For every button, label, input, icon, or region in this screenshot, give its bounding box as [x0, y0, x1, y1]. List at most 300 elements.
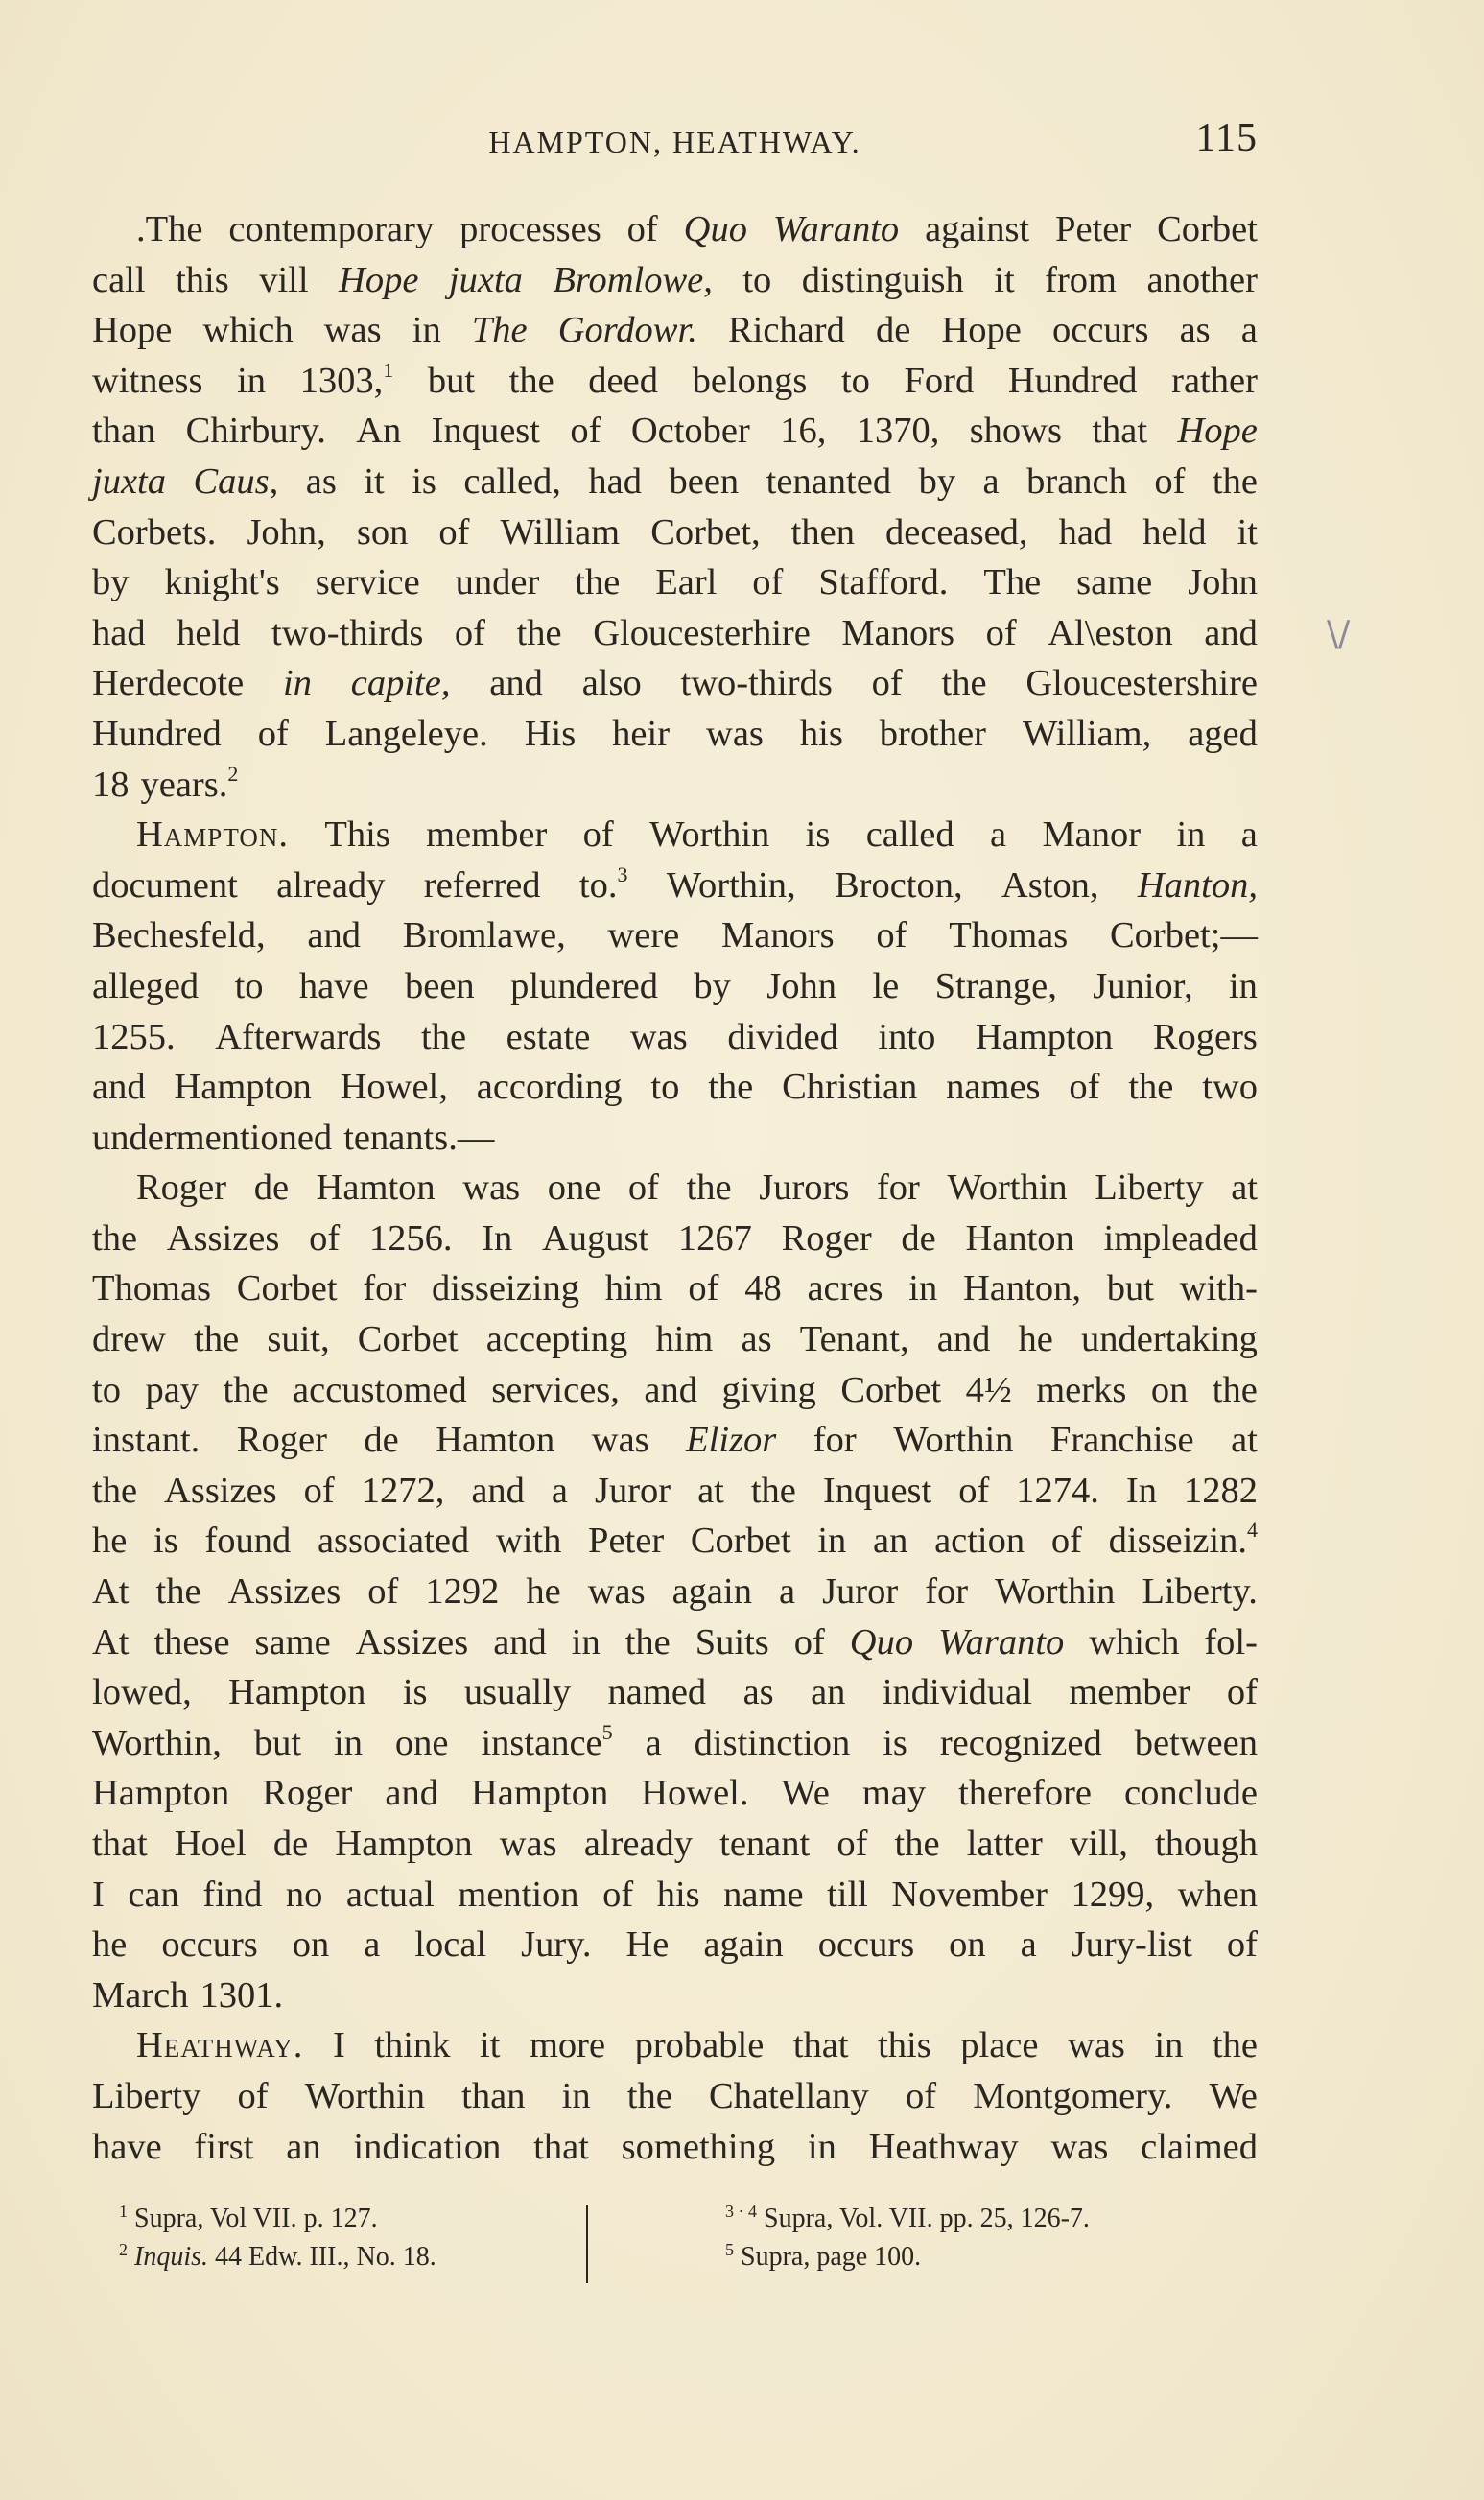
- word: it: [994, 259, 1015, 300]
- word: referred: [423, 864, 541, 906]
- word: Worthin: [893, 1420, 1014, 1461]
- text-line: [92, 1062, 1258, 1113]
- word: more: [529, 2025, 606, 2066]
- word: Worthin: [947, 1167, 1068, 1209]
- text-line: [92, 406, 1258, 457]
- word: undertaking: [1081, 1319, 1258, 1360]
- word: le: [872, 965, 900, 1006]
- word: William,: [1022, 713, 1152, 754]
- word: son: [356, 511, 409, 553]
- word: the: [508, 360, 554, 401]
- word: Hundred: [1007, 360, 1138, 401]
- text-line: [92, 2071, 1258, 2122]
- text-line: [92, 1768, 1258, 1819]
- italic-word: Gordowr.: [557, 310, 697, 351]
- word: was: [1068, 2025, 1125, 2066]
- word: Gloucestershire: [1025, 663, 1258, 704]
- word: 18: [92, 764, 130, 805]
- word: same: [1076, 562, 1153, 603]
- word: was: [499, 1824, 557, 1864]
- word: was: [629, 1016, 688, 1057]
- word: Franchise: [1049, 1420, 1194, 1461]
- italic-word: Waranto: [772, 209, 900, 249]
- word: recognized: [939, 1722, 1102, 1763]
- word: when: [1177, 1874, 1258, 1915]
- word: of: [303, 1470, 335, 1511]
- word: the: [92, 1217, 138, 1259]
- word: Inquest: [431, 411, 540, 452]
- word: it: [364, 460, 385, 502]
- word: instant.: [92, 1420, 200, 1461]
- footnote-reference: 3: [617, 861, 628, 886]
- word: suit,: [267, 1319, 330, 1360]
- word: of: [367, 1571, 399, 1613]
- word: for: [925, 1571, 969, 1613]
- word: alleged: [92, 965, 200, 1006]
- word: an: [286, 2126, 321, 2167]
- word: first: [194, 2126, 254, 2167]
- word: he: [92, 1521, 128, 1562]
- word: the: [750, 1470, 796, 1511]
- word: branch: [1026, 460, 1127, 502]
- word: by: [918, 460, 956, 502]
- word: on: [1150, 1369, 1189, 1410]
- footnote: [725, 2238, 1090, 2276]
- word: that: [92, 1824, 148, 1864]
- word: Peter: [588, 1521, 665, 1562]
- word: a: [989, 814, 1007, 856]
- word: Hanton: [965, 1217, 1074, 1259]
- word: Brocton,: [834, 864, 963, 906]
- word: were: [607, 915, 680, 956]
- word: no: [285, 1874, 323, 1915]
- word: the: [1128, 1067, 1174, 1108]
- word: as: [741, 1319, 772, 1360]
- word: named: [607, 1672, 707, 1713]
- word: belongs: [692, 360, 808, 401]
- word: between: [1134, 1722, 1258, 1763]
- footnote-mark: 5: [725, 2240, 734, 2259]
- word: tenanted: [766, 460, 892, 502]
- word: than: [461, 2075, 526, 2116]
- word: a: [778, 1571, 796, 1613]
- word: Corbet: [840, 1369, 942, 1410]
- word: and: [92, 1067, 146, 1108]
- word: processes: [459, 209, 601, 249]
- word: the: [626, 2075, 672, 2116]
- margin-annotation: \/: [1327, 614, 1351, 653]
- word: accustomed: [293, 1369, 467, 1410]
- word: Hanton,: [963, 1268, 1081, 1309]
- word: his: [799, 713, 843, 754]
- word: John,: [247, 511, 326, 553]
- word: Rogers: [1152, 1016, 1258, 1057]
- word: lowed,: [92, 1672, 192, 1713]
- word: and: [489, 663, 543, 704]
- text-line: [92, 1263, 1258, 1314]
- word: The: [983, 562, 1042, 603]
- text-line: [92, 1718, 1258, 1769]
- word: divided: [727, 1016, 838, 1057]
- word: Junior,: [1093, 965, 1193, 1006]
- footnote-text: Supra, Vol. VII. pp. 25, 126-7.: [764, 2204, 1090, 2233]
- word: with: [495, 1521, 562, 1562]
- word: according: [476, 1067, 623, 1108]
- word: of: [1226, 1924, 1258, 1966]
- footnotes-left-column: [119, 2200, 436, 2276]
- word: on: [949, 1924, 986, 1966]
- text-line: [92, 1466, 1258, 1517]
- word: as: [742, 1672, 774, 1713]
- word: of: [582, 814, 614, 856]
- word: the: [575, 562, 621, 603]
- word: Assizes: [164, 1470, 277, 1511]
- word: of: [688, 1268, 719, 1309]
- word: service: [315, 562, 420, 603]
- word: may: [861, 1773, 927, 1814]
- word: de: [901, 1217, 936, 1259]
- word: in: [1154, 2025, 1184, 2066]
- text-line: [92, 1819, 1258, 1870]
- word: Corbet: [1157, 209, 1258, 249]
- word: the: [421, 1016, 467, 1057]
- text-line: [92, 356, 1258, 407]
- word: that: [1092, 411, 1148, 452]
- word: accepting: [485, 1319, 628, 1360]
- word: Corbet;—: [1109, 915, 1258, 956]
- footnote-text: 44 Edw. III., No. 18.: [215, 2242, 436, 2272]
- word: Hamton: [316, 1167, 436, 1209]
- word: mention: [458, 1874, 579, 1915]
- word: 1274.: [1016, 1470, 1099, 1511]
- word: individual: [882, 1672, 1032, 1713]
- word: de: [253, 1167, 290, 1209]
- word: in: [908, 1268, 938, 1309]
- footnote-mark: 3 · 4: [725, 2202, 757, 2221]
- word: to.$^3$: [578, 861, 628, 906]
- word: indication: [353, 2126, 502, 2167]
- word: Peter: [1055, 209, 1132, 249]
- word: of: [454, 612, 485, 653]
- word: October: [630, 411, 750, 452]
- word: Corbet: [690, 1521, 791, 1562]
- word: the: [708, 1067, 754, 1108]
- word: tenant: [719, 1824, 811, 1864]
- word: two-thirds: [271, 612, 424, 653]
- word: was: [1050, 2126, 1109, 2167]
- word: then: [790, 511, 855, 553]
- word: Corbet,: [650, 511, 761, 553]
- text-line: [92, 1970, 1258, 2021]
- word: at: [1231, 1167, 1258, 1209]
- word: Worthin,: [666, 864, 796, 906]
- word: Howel.: [641, 1773, 749, 1814]
- word: August: [541, 1217, 649, 1259]
- word: John: [1188, 562, 1258, 603]
- word: years.$^2$: [140, 761, 239, 805]
- word: Assizes: [227, 1571, 342, 1613]
- body-text: [92, 204, 1258, 2172]
- word: Al\eston: [1048, 612, 1173, 653]
- word: Afterwards: [215, 1016, 382, 1057]
- text-line: [92, 2122, 1258, 2173]
- word: aged: [1188, 713, 1258, 754]
- word: vill,: [1069, 1824, 1128, 1864]
- italic-word: Hanton,: [1137, 864, 1258, 906]
- word: from: [1045, 259, 1117, 300]
- word: another: [1146, 259, 1258, 300]
- word: the: [624, 1621, 671, 1663]
- text-line: [92, 1667, 1258, 1718]
- word: an: [873, 1521, 908, 1562]
- text-line: [92, 709, 1258, 760]
- word: it: [1237, 511, 1258, 553]
- word: till: [827, 1874, 868, 1915]
- text-line: [92, 457, 1258, 507]
- word: Assizes: [166, 1217, 280, 1259]
- word: .The: [136, 209, 203, 249]
- word: Hampton: [174, 1067, 312, 1108]
- word: and: [1204, 612, 1258, 653]
- word: therefore: [958, 1773, 1093, 1814]
- word: knight's: [164, 562, 280, 603]
- italic-word: Waranto: [938, 1621, 1065, 1663]
- word: At: [92, 1621, 130, 1663]
- word: in: [237, 360, 267, 401]
- word: same: [254, 1621, 331, 1663]
- word: Thomas: [949, 915, 1069, 956]
- word: was: [462, 1167, 521, 1209]
- word: de: [272, 1824, 309, 1864]
- word: Inquest: [822, 1470, 932, 1511]
- word: one: [547, 1167, 601, 1209]
- word: place: [960, 2025, 1039, 2066]
- footnote: [119, 2238, 436, 2276]
- running-head: HAMPTON, HEATHWAY.: [488, 125, 861, 159]
- word: John: [766, 965, 837, 1006]
- word: the: [1212, 2025, 1258, 2066]
- word: Worthin: [304, 2075, 425, 2116]
- word: vill: [259, 259, 309, 300]
- word: and: [936, 1319, 991, 1360]
- word: Hampton: [470, 1773, 609, 1814]
- word: called,: [463, 460, 561, 502]
- word: the: [155, 1571, 201, 1613]
- word: the: [223, 1369, 269, 1410]
- word: he: [92, 1924, 128, 1966]
- word: impleaded: [1103, 1217, 1258, 1259]
- word: Heathway.: [136, 2025, 304, 2066]
- word: contemporary: [228, 209, 435, 249]
- word: of: [570, 411, 601, 452]
- word: and: [644, 1369, 697, 1410]
- word: is: [412, 460, 436, 502]
- word: Richard: [727, 310, 845, 351]
- word: usually: [463, 1672, 572, 1713]
- word: Hoel: [174, 1824, 247, 1864]
- word: that: [533, 2126, 589, 2167]
- footnote-text: Supra, page 100.: [741, 2242, 922, 2272]
- text-line: [92, 861, 1258, 911]
- word: one: [394, 1722, 449, 1763]
- text-line: [92, 1415, 1258, 1466]
- word: against: [925, 209, 1030, 249]
- word: of: [237, 2075, 269, 2116]
- word: fol-: [1204, 1621, 1258, 1663]
- footnote-mark: 1: [119, 2202, 128, 2221]
- word: of: [1069, 1067, 1100, 1108]
- word: him: [604, 1268, 663, 1309]
- word: that: [792, 2025, 849, 2066]
- text-line: [92, 507, 1258, 558]
- word: Juror: [822, 1571, 899, 1613]
- word: rather: [1171, 360, 1258, 401]
- word: the: [686, 1167, 732, 1209]
- word: Christian: [782, 1067, 918, 1108]
- word: a: [645, 1722, 662, 1763]
- word: His: [524, 713, 577, 754]
- word: Roger: [236, 1420, 327, 1461]
- word: de: [364, 1420, 399, 1461]
- word: the: [941, 663, 987, 704]
- word: is: [883, 1722, 907, 1763]
- italic-word: juxta: [448, 259, 523, 300]
- word: at: [697, 1470, 724, 1511]
- word: again: [671, 1571, 752, 1613]
- italic-word: capite,: [350, 663, 451, 704]
- word: this: [176, 259, 229, 300]
- text-line: [92, 1920, 1258, 1970]
- word: Worthin,: [92, 1722, 222, 1763]
- word: distinction: [694, 1722, 851, 1763]
- word: action: [934, 1521, 1025, 1562]
- word: called: [865, 814, 954, 856]
- italic-word: Hope: [1177, 411, 1258, 452]
- text-line: [92, 1314, 1258, 1365]
- word: of: [958, 1470, 990, 1511]
- word: in: [1228, 965, 1258, 1006]
- word: Thomas: [92, 1268, 212, 1309]
- word: the: [1212, 1369, 1258, 1410]
- word: was: [591, 1420, 649, 1461]
- word: of: [793, 1621, 825, 1663]
- word: 1299,: [1071, 1874, 1155, 1915]
- word: occurs: [1051, 310, 1149, 351]
- word: had: [588, 460, 642, 502]
- word: of: [626, 209, 658, 249]
- word: 1267: [677, 1217, 752, 1259]
- text-line: [92, 961, 1258, 1012]
- word: Jury.: [521, 1924, 592, 1966]
- word: giving: [721, 1369, 816, 1410]
- footnote-italic-prefix: Inquis.: [134, 2242, 208, 2272]
- text-line: [92, 1365, 1258, 1416]
- text-line: [92, 2020, 1258, 2071]
- word: into: [878, 1016, 936, 1057]
- word: already: [583, 1824, 694, 1864]
- word: local: [414, 1924, 487, 1966]
- word: November: [891, 1874, 1048, 1915]
- word: Roger: [136, 1167, 227, 1209]
- word: Langeleye.: [324, 713, 488, 754]
- word: actual: [345, 1874, 435, 1915]
- word: Montgomery.: [973, 2075, 1173, 2116]
- word: of: [257, 713, 289, 754]
- word: in: [412, 310, 441, 351]
- word: and: [493, 1621, 547, 1663]
- text-line: [92, 1870, 1258, 1921]
- word: for: [363, 1268, 407, 1309]
- word: was: [323, 310, 382, 351]
- word: He: [625, 1924, 670, 1966]
- word: instance$^5$: [481, 1719, 613, 1763]
- word: had: [1058, 511, 1113, 553]
- word: witness: [92, 360, 203, 401]
- word: but: [1106, 1268, 1154, 1309]
- word: We: [781, 1773, 830, 1814]
- word: is: [153, 1521, 178, 1562]
- word: I: [332, 2025, 345, 2066]
- word: Gloucesterhire: [593, 612, 811, 653]
- word: of: [871, 663, 903, 704]
- word: Liberty.: [1142, 1571, 1258, 1613]
- word: Herdecote: [92, 663, 245, 704]
- word: shows: [969, 411, 1062, 452]
- word: We: [1209, 2075, 1258, 2116]
- word: 1255.: [92, 1016, 176, 1057]
- word: Hope: [92, 310, 173, 351]
- text-line: [92, 1567, 1258, 1617]
- word: held: [1142, 511, 1207, 553]
- text-line: [92, 1163, 1258, 1214]
- word: William: [500, 511, 621, 553]
- word: name: [723, 1874, 804, 1915]
- italic-word: The: [471, 310, 528, 351]
- word: I: [92, 1874, 105, 1915]
- word: Assizes: [355, 1621, 469, 1663]
- word: claimed: [1141, 2126, 1258, 2167]
- word: in: [807, 2126, 836, 2167]
- text-line: [92, 658, 1258, 709]
- word: and: [307, 915, 361, 956]
- word: de: [875, 310, 911, 351]
- word: been: [404, 965, 475, 1006]
- word: drew: [92, 1319, 166, 1360]
- word: he: [1018, 1319, 1053, 1360]
- word: tenants.—: [343, 1117, 495, 1158]
- word: disseizing: [432, 1268, 579, 1309]
- word: names: [946, 1067, 1041, 1108]
- word: Manors: [841, 612, 955, 653]
- word: services,: [491, 1369, 620, 1410]
- word: At: [92, 1571, 130, 1613]
- word: already: [276, 864, 386, 906]
- word: acres: [807, 1268, 883, 1309]
- word: 1303,$^1$: [299, 357, 394, 401]
- word: these: [153, 1621, 230, 1663]
- footnote-mark: 2: [119, 2240, 128, 2259]
- word: two-thirds: [680, 663, 833, 704]
- word: of: [752, 562, 784, 603]
- word: him: [655, 1319, 714, 1360]
- word: to: [92, 1369, 121, 1410]
- word: been: [669, 460, 740, 502]
- footnote-text: Supra, Vol VII. p. 127.: [134, 2204, 378, 2233]
- word: Worthin: [649, 814, 770, 856]
- word: by: [92, 562, 130, 603]
- word: Hampton: [92, 1773, 230, 1814]
- text-line: [92, 810, 1258, 861]
